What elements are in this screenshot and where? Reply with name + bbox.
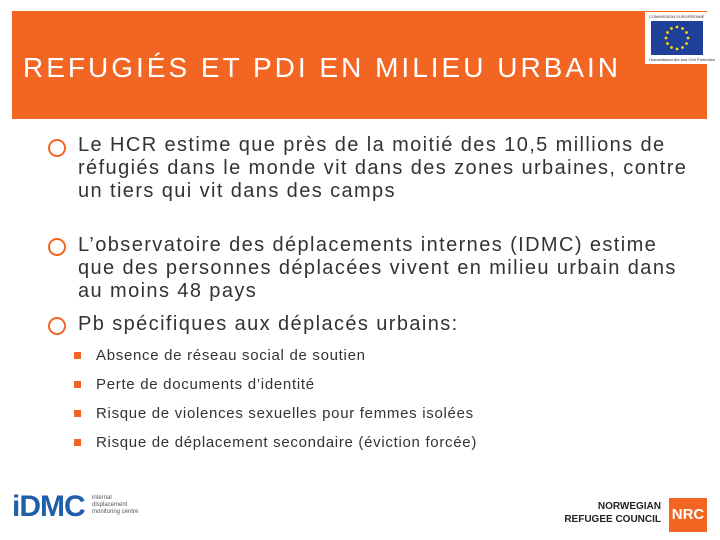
sub-bullet-icon <box>74 381 81 388</box>
nrc-logo-line2: REFUGEE COUNCIL <box>564 514 661 525</box>
sub-bullet-text-2: Perte de documents d’identité <box>96 376 315 393</box>
idmc-logo-subtitle: internal displacement monitoring centre <box>92 495 139 515</box>
bullet-icon <box>48 238 66 256</box>
idmc-logo <box>12 492 142 526</box>
sub-bullet-text-3: Risque de violences sexuelles pour femmes isolées <box>96 405 474 422</box>
bullet-text-2: L’observatoire des déplacements internes (IDMC) estime que des personnes déplacées vivent en milieu urbain dans au moins 48 pays <box>78 234 677 302</box>
eu-logo <box>645 12 716 64</box>
nrc-logo-box: NRC <box>669 498 707 532</box>
bullet-text-1: Le HCR estime que près de la moitié des 10,5 millions de réfugiés dans le monde vit dans des zones urbaines, contre un tiers qui vit dans des camps <box>78 134 688 202</box>
nrc-logo-text <box>564 500 661 526</box>
sub-bullet-icon <box>74 352 81 359</box>
sub-bullet-icon <box>74 439 81 446</box>
nrc-logo-line1: NORWEGIAN <box>597 501 661 512</box>
sub-bullet-icon <box>74 410 81 417</box>
bullet-icon <box>48 139 66 157</box>
bullet-text-3: Pb spécifiques aux déplacés urbains: <box>78 313 459 335</box>
eu-logo-top-text: COMMISSION EUROPÉENNE <box>649 14 705 19</box>
slide-title: REFUGIÉS ET PDI EN MILIEU URBAIN <box>23 52 622 83</box>
idmc-logo-word: iDMC <box>12 490 85 523</box>
bullet-icon <box>48 317 66 335</box>
eu-logo-bottom-text: Humanitarian Aid and Civil Protection <box>649 57 716 62</box>
eu-flag-icon <box>651 21 703 55</box>
nrc-logo <box>563 498 707 532</box>
sub-bullet-text-1: Absence de réseau social de soutien <box>96 347 366 364</box>
sub-bullet-text-4: Risque de déplacement secondaire (éviction forcée) <box>96 434 478 451</box>
